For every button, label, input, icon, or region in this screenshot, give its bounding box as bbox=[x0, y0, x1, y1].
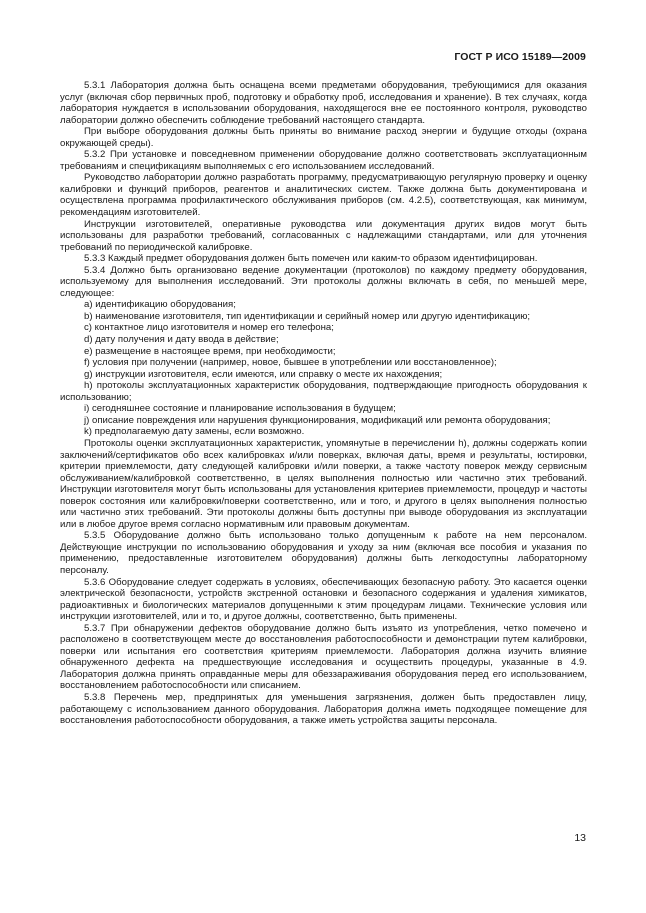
paragraph-5-3-4: 5.3.4 Должно быть организовано ведение документации (протоколов) по каждому предмету оборудования, используемому для выполнения исследований. Эти протоколы должны включать в себя, по меньшей мере, следующее: bbox=[60, 264, 587, 299]
list-item: i) сегодняшнее состояние и планирование использования в будущем; bbox=[84, 403, 396, 415]
paragraph-protocols: Протоколы оценки эксплуатационных характеристик, упомянутые в перечислении h), должны содержать копии заключений/сертификатов обо всех калибровках и/или поверках, включая даты, время и результаты, юстировки, критерии приемлемости, дату следующей калибровки и/или поверки, а также частоту поверок между сервисным обслуживанием/калибровкой соответственно, в целях выполнения полностью или частично этих требований. Инструкции изготовителя могут быть использованы для установления критериев приемлемости, процедур и частоты поверок состояния или калибровки/поверки соответственно, или и того, и другого в целях выполнения полностью или частично этих требований. Эти протоколы должны быть доступны при выводе оборудования из эксплуатации или в любое другое время согласно нормативным или правовым документам. bbox=[60, 437, 587, 530]
paragraph-5-3-7: 5.3.7 При обнаружении дефектов оборудование должно быть изъято из употребления, четко помечено и расположено в соответствующем месте до восстановления работоспособности и демонстрации путем калибровки, поверки или испытания его соответствия критериям приемлемости. Лаборатория должна изучить влияние обнаруженного дефекта на предшествующие исследования и осуществить процедуры, указанные в 4.9. Лаборатория должна принять оправданные меры для обеззараживания оборудования перед его использованием, восстановлением работоспособности или списанием. bbox=[60, 622, 587, 692]
paragraph-5-3-1: 5.3.1 Лаборатория должна быть оснащена всеми предметами оборудования, требующимися для оказания услуг (включая сбор первичных проб, подготовку и обработку проб, исследования и хранение). В тех случаях, когда лаборатория нуждается в использовании оборудования, находящегося вне ее постоянного контроля, руководство лаборатории должно обеспечить соблюдение требований настоящего стандарта. bbox=[60, 80, 587, 126]
list-item: g) инструкции изготовителя, если имеются, или справку о месте их нахождения; bbox=[84, 368, 443, 380]
list-item: h) протоколы эксплуатационных характеристик оборудования, подтверждающие пригодность оборудования к использованию; bbox=[60, 380, 587, 403]
paragraph-5-3-5: 5.3.5 Оборудование должно быть использовано только допущенным к работе на нем персоналом. Действующие инструкции по использованию оборудования и уходу за ним (включая все пособия и указания по применению, предоставленные изготовителем оборудования) должны быть легкодоступны лабораторному персоналу. bbox=[60, 530, 587, 576]
list-item: b) наименование изготовителя, тип идентификации и серийный номер или другую идентификацию; bbox=[84, 310, 531, 322]
paragraph-5-3-6: 5.3.6 Оборудование следует содержать в условиях, обеспечивающих безопасную работу. Это касается оценки электрической безопасности, устройств экстренной остановки и безопасного содержания и удаления химикатов, радиоактивных и биологических материалов допущенными к этим процедурам лицами. Технические условия или инструкции изготовителей, или и то, и другое должны, соответственно, быть применены. bbox=[60, 576, 587, 623]
document-header: ГОСТ Р ИСО 15189—2009 bbox=[454, 51, 586, 63]
list-item: c) контактное лицо изготовителя и номер его телефона; bbox=[84, 322, 334, 334]
paragraph-5-3-3: 5.3.3 Каждый предмет оборудования должен быть помечен или каким-то образом идентифицирован. bbox=[84, 253, 538, 265]
paragraph-5-3-2: 5.3.2 При установке и повседневном применении оборудование должно соответствовать эксплуатационным требованиям и спецификациям выполняемых с его использованием исследований. bbox=[60, 149, 587, 172]
paragraph-manufacturer-instructions: Инструкции изготовителей, оперативные руководства или документация других видов могут быть использованы для разработки требований, согласованных с надлежащими стандартами, или для уточнения требований по периодической калибровке. bbox=[60, 218, 587, 253]
page-number: 13 bbox=[574, 832, 586, 844]
paragraph-5-3-8: 5.3.8 Перечень мер, предпринятых для уменьшения загрязнения, должен быть предоставлен лицу, работающему с использованием данного оборудования. Лаборатория должна иметь подходящее помещение для восстановления работоспособности оборудования, а также иметь устройства защиты персонала. bbox=[60, 691, 587, 727]
list-item: j) описание повреждения или нарушения функционирования, модификаций или ремонта оборудования; bbox=[84, 414, 551, 426]
paragraph-equipment-selection: При выборе оборудования должны быть приняты во внимание расход энергии и будущие отходы (охрана окружающей среды). bbox=[60, 126, 587, 149]
list-item: a) идентификацию оборудования; bbox=[84, 299, 236, 311]
list-item: f) условия при получении (например, новое, бывшее в употреблении или восстановленное); bbox=[84, 357, 497, 369]
list-item: k) предполагаемую дату замены, если возможно. bbox=[84, 426, 305, 438]
list-item: d) дату получения и дату ввода в действие; bbox=[84, 334, 279, 346]
document-body bbox=[60, 80, 587, 727]
paragraph-calibration-program: Руководство лаборатории должно разработать программу, предусматривающую регулярную проверку и оценку калибровки и функций приборов, реагентов и аналитических систем. Также должна быть документирована и осуществлена программа профилактического обслуживания приборов (см. 4.2.5), соответствующая, как минимум, рекомендациям изготовителей. bbox=[60, 172, 587, 219]
list-item: e) размещение в настоящее время, при необходимости; bbox=[84, 345, 336, 357]
